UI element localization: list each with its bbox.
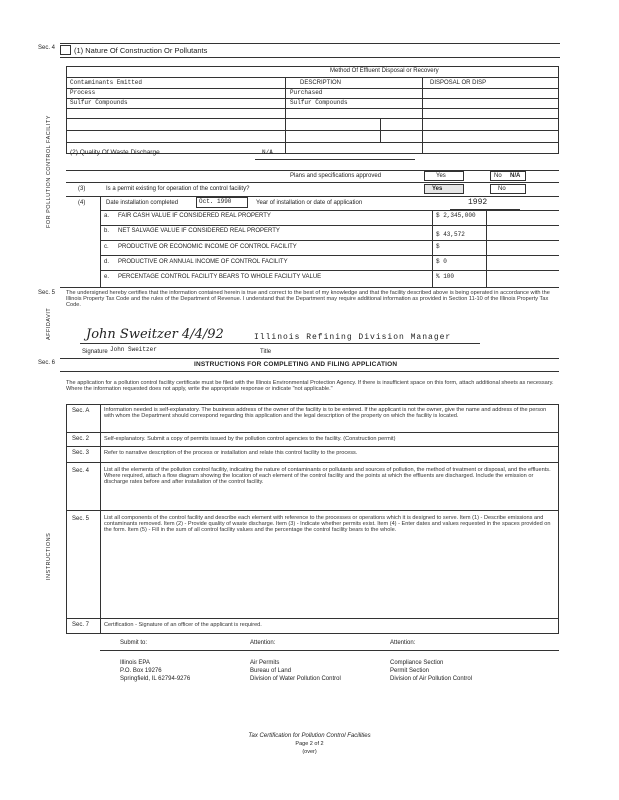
sec6-label: Sec. 6 <box>38 360 56 366</box>
completed-label: Date installation completed <box>106 200 179 206</box>
certification-text: The undersigned hereby certifies that the information contained herein is true and correct to the best of my knowledge and that the facility described above is being operated in accordance with the Illinois Property Tax Code and the rules of the Department of Revenue. I understand that the Department may require additional information as provided in Section 11-10 of the Illinois Property Tax Code. <box>66 290 550 309</box>
pollutant-row-name: Sulfur Compounds <box>70 99 128 106</box>
item3-no-box[interactable] <box>490 184 526 194</box>
address-line: Air Permits <box>250 660 280 666</box>
approval-label: Plans and specifications approved <box>290 173 382 179</box>
value-line-text: NET SALVAGE VALUE IF CONSIDERED REAL PROPERTY <box>118 228 280 234</box>
item3-yes-box[interactable] <box>424 184 464 194</box>
footer-line3: (over) <box>302 749 317 755</box>
address-line: Bureau of Land <box>250 668 292 674</box>
value-line-text: PERCENTAGE CONTROL FACILITY BEARS TO WHOLE FACILITY VALUE <box>118 274 322 280</box>
address-header: Attention: <box>390 640 416 646</box>
instr-sec-text: List all components of the control facility and describe each element with reference to the processes or operations which it is designed to serve. Item (1) - Describe emissions and contaminants removed. Item (2) - Provide quality of waste discharge. Item (3) - Indicate whether permits exist. Item (4) - Enter dates and values requested in the spaces provided on the form. Item (5) - Fill in the sum of all control facility values and the percentage the control facility bears to the whole. <box>104 515 551 534</box>
instr-sec-label: Sec. 4 <box>72 468 90 474</box>
value-line-value: $ 43,572 <box>436 231 465 238</box>
value-line-key: a. <box>104 213 110 219</box>
section-box <box>60 45 71 55</box>
instructions-title: INSTRUCTIONS FOR COMPLETING AND FILING APPLICATION <box>194 361 398 368</box>
footer-line2: Page 2 of 2 <box>295 741 324 747</box>
address-line: Division of Water Pollution Control <box>250 676 341 682</box>
value-line-key: b. <box>104 228 110 234</box>
signer-title-typed: Illinois Refining Division Manager <box>254 333 452 342</box>
start-label: Year of installation or date of application <box>256 200 363 206</box>
pollutant-row-name: Contaminants Emitted <box>70 79 143 86</box>
sec4-side-title: FOR POLLUTION CONTROL FACILITY <box>46 115 52 228</box>
instr-sec7-label: Sec. 7 <box>72 622 90 628</box>
sec4-title: (1) Nature Of Construction Or Pollutants <box>74 46 208 55</box>
address-header: Attention: <box>250 640 276 646</box>
footer-line1: Tax Certification for Pollution Control Facilities <box>248 733 371 739</box>
instr-sec-label: Sec. A <box>72 408 90 414</box>
instructions-intro: The application for a pollution control facility certificate must be filed with the Illinois Environmental Protection Agency. If there is insufficient space on this form, attach additional sheets as necessary. Where the information requested does not apply, write the appropriate response or indicate "not applicable." <box>66 380 554 393</box>
item3-label: (3) <box>78 186 86 192</box>
item4-label: (4) <box>78 200 86 206</box>
address-line: Compliance Section <box>390 660 444 666</box>
address-line: Illinois EPA <box>120 660 150 666</box>
item2-value: N/A <box>262 149 273 156</box>
title-label: Title <box>260 349 272 355</box>
value-line-text: FAIR CASH VALUE IF CONSIDERED REAL PROPERTY <box>118 213 271 219</box>
address-line: P.O. Box 19276 <box>120 668 162 674</box>
approval-no-box[interactable] <box>490 171 526 181</box>
value-line-value: $ 0 <box>436 258 447 265</box>
approval-no: No <box>494 173 502 179</box>
value-line-value: $ <box>436 243 440 250</box>
pollutant-table-header: Method Of Effluent Disposal or Recovery <box>330 68 439 74</box>
address-header: Submit to: <box>120 640 148 646</box>
value-line-value: % 100 <box>436 273 455 280</box>
affidavit-side: AFFIDAVIT <box>46 307 52 340</box>
signer-name: John Sweitzer <box>110 346 157 353</box>
instr-sec-text: Information needed is self-explanatory. The business address of the owner of the facility is to be entered. If the applicant is not the owner, give the name and address of the person with whom the Department should correspond regarding this application and the legal description of the property on which the facility is located. <box>104 407 547 420</box>
instr-sec-label: Sec. 3 <box>72 450 90 456</box>
instr-sec-label: Sec. 2 <box>72 436 90 442</box>
value-line-value: $ 2,345,000 <box>436 212 476 219</box>
sec5-label: Sec. 5 <box>38 290 56 296</box>
address-line: Permit Section <box>390 668 430 674</box>
sec4-label: Sec. 4 <box>38 45 56 51</box>
approval-yes: Yes <box>436 173 446 179</box>
approval-na: N/A <box>510 173 521 179</box>
value-line-key: e. <box>104 274 110 280</box>
col-description: DESCRIPTION <box>300 80 342 86</box>
item3-no: No <box>498 186 506 192</box>
instr-sec-text: List all the elements of the pollution control facility, indicating the nature of contaminants or pollutants and sources of pollution, the method of treatment or disposal, and the effluents. Where required, attach a flow diagram showing the location of each element of the control facility and the points at which the effluents are discharged. Include the emission or discharge rates before and after installation of the control facility. <box>104 467 551 486</box>
instr-sec-text: Self-explanatory. Submit a copy of permits issued by the pollution control agencies to the facility. (Construction permit) <box>104 436 396 442</box>
instr-sec-text: Refer to narrative description of the process or installation and relate this control facility to the process. <box>104 450 358 456</box>
pollutant-row-name: Process <box>70 89 96 96</box>
value-line-key: d. <box>104 259 110 265</box>
address-line: Springfield, IL 62794-9276 <box>120 676 191 682</box>
address-line: Division of Air Pollution Control <box>390 676 473 682</box>
pollutant-row-desc: Purchased <box>290 89 323 96</box>
value-line-text: PRODUCTIVE OR ANNUAL INCOME OF CONTROL FACILITY <box>118 259 288 265</box>
col-disposal: DISPOSAL OR DISP <box>430 80 487 86</box>
start-value: 1992 <box>468 198 488 207</box>
item3-yes: Yes <box>432 186 443 192</box>
instr-sec7-text: Certification - Signature of an officer of the applicant is required. <box>104 622 262 628</box>
value-line-text: PRODUCTIVE OR ECONOMIC INCOME OF CONTROL FACILITY <box>118 244 297 250</box>
pollutant-row-desc: Sulfur Compounds <box>290 99 348 106</box>
item3-text: Is a permit existing for operation of the control facility? <box>106 186 250 192</box>
completed-value: Oct. 1990 <box>199 198 232 205</box>
signature-label: Signature <box>82 349 108 355</box>
instr-sec-label: Sec. 5 <box>72 516 90 522</box>
value-line-key: c. <box>104 244 109 250</box>
item2-label: (2) Quality Of Waste Discharge <box>70 149 160 156</box>
signature-handwriting: John Sweitzer 4/4/92 <box>86 327 224 342</box>
instructions-side: INSTRUCTIONS <box>46 532 52 580</box>
